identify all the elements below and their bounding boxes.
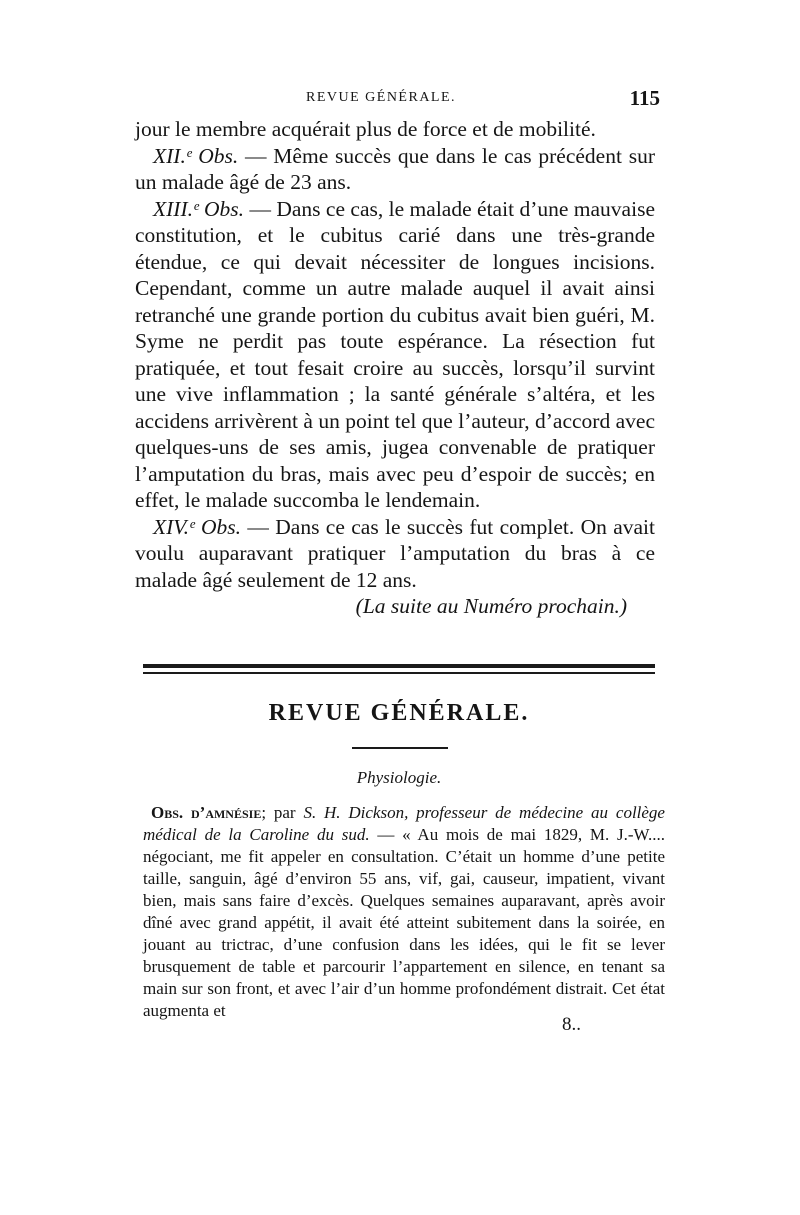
observation-13: [135, 196, 655, 514]
running-title: REVUE GÉNÉRALE.: [306, 90, 457, 105]
section-divider-thin: [143, 672, 655, 674]
article-text: — « Au mois de mai 1829, M. J.-W.... négociant, me fit appeler en consultation. C’était un homme d’une petite taille, sanguin, âgé d’environ 55 ans, vif, gai, causeur, impatient, vivant bien, mais sans faire d’excès. Quelques semaines auparavant, après avoir dîné avec grand appétit, il avait été atteint subitement dans la soirée, en jouant au trictrac, d’une confusion dans les idées, qui le fit se lever brusquement de table et parcourir l’appartement en silence, en tenant sa main sur son front, et avec l’air d’un homme profondément distrait. Cet état augmenta et: [143, 825, 665, 1020]
observation-14-label: XIV.ᵉ Obs.: [153, 514, 242, 539]
article-author: S. H. Dickson, professeur de médecine au collège médical de la Caroline du sud.: [143, 803, 665, 844]
observation-14-text: — Dans ce cas le succès fut complet. On avait voulu auparavant pratiquer l’amputation du bras à ce malade âgé seulement de 12 ans.: [135, 514, 655, 592]
observation-14: [135, 514, 655, 594]
signature-mark: 8..: [562, 1014, 581, 1035]
article-lead: Obs. d’amnésie: [151, 803, 262, 822]
observation-12-text: — Même succès que dans le cas précédent sur un malade âgé de 23 ans.: [135, 143, 656, 194]
title-underline: [352, 747, 448, 749]
subsection-title: Physiologie.: [356, 768, 442, 787]
observations-continuation: [135, 116, 655, 620]
to-be-continued-note: (La suite au Numéro prochain.): [355, 594, 627, 618]
observation-13-text: — Dans ce cas, le malade était d’une mauvaise constitution, et le cubitus carié dans une très-grande étendue, ce qui devait nécessiter de longues incisions. Cependant, comme un autre malade auquel il avait ainsi retranché une grande portion du cubitus avait bien guéri, M. Syme ne perdit pas toute espérance. La résection fut pratiquée, et tout fesait croire au succès, lorsqu’il survint une vive inflammation ; la santé générale s’altéra, et les accidens arrivèrent à un point tel que l’auteur, d’accord avec quelques-uns de ses amis, jugea convenable de pratiquer l’amputation du bras, mais avec peu d’espoir de succès; en effet, le malade succomba le lendemain.: [135, 196, 655, 512]
section-title: REVUE GÉNÉRALE.: [268, 700, 530, 726]
observation-12: [135, 143, 655, 196]
continuation-line: jour le membre acquérait plus de force et de mobilité.: [135, 117, 596, 141]
section-divider-thick: [143, 664, 655, 668]
article-body: [143, 802, 665, 1022]
page-number: 115: [629, 86, 660, 110]
article-separator: ; par: [261, 803, 304, 822]
article-paragraph: [143, 802, 665, 1022]
observation-12-label: XII.ᵉ Obs.: [153, 143, 239, 168]
observation-13-label: XIII.ᵉ Obs.: [153, 196, 245, 221]
running-header: [130, 86, 660, 110]
